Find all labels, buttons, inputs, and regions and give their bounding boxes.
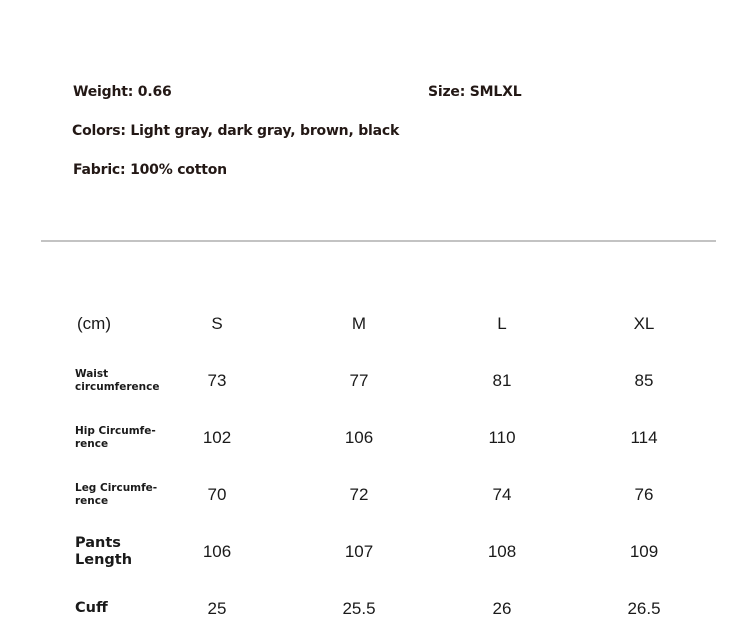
weight-spec: Weight: 0.66 [73, 84, 172, 100]
cuff-xl: 26.5 [627, 598, 661, 618]
leg-label-line1: Leg Circumfe- [75, 481, 158, 494]
pants-length-xl: 109 [629, 541, 659, 561]
waist-label [75, 352, 165, 409]
cuff-row [0, 580, 750, 637]
pants-length-label [75, 523, 165, 580]
cuff-l: 26 [492, 598, 512, 618]
pants-length-s: 106 [202, 541, 232, 561]
column-header-s: S [211, 313, 223, 333]
hip-label-line2: rence [75, 437, 109, 450]
pants-length-l: 108 [487, 541, 517, 561]
leg-label-line2: rence [75, 494, 109, 507]
column-header-m: M [351, 313, 367, 333]
cuff-s: 25 [207, 598, 227, 618]
cuff-label-line1: Cuff [75, 600, 108, 616]
waist-label-line1: Waist [75, 367, 109, 380]
waist-l: 81 [492, 370, 512, 390]
leg-m: 72 [349, 484, 369, 504]
leg-label [75, 466, 165, 523]
leg-row [0, 466, 750, 523]
pants-length-row [0, 523, 750, 580]
hip-xl: 114 [630, 427, 658, 447]
section-divider [41, 240, 716, 242]
waist-m: 77 [349, 370, 369, 390]
leg-s: 70 [207, 484, 227, 504]
hip-label [75, 409, 165, 466]
colors-spec: Colors: Light gray, dark gray, brown, black [72, 123, 400, 139]
hip-s: 102 [202, 427, 232, 447]
leg-xl: 76 [634, 484, 654, 504]
waist-row [0, 352, 750, 409]
hip-row [0, 409, 750, 466]
hip-label-line1: Hip Circumfe- [75, 424, 156, 437]
hip-m: 106 [344, 427, 374, 447]
size-spec: Size: SMLXL [428, 84, 522, 100]
unit-label: (cm) [77, 314, 111, 333]
column-header-xl: XL [633, 313, 655, 333]
pants-length-m: 107 [344, 541, 374, 561]
waist-label-line2: circumference [75, 380, 160, 393]
pants-length-label-line1: Pants [75, 534, 121, 551]
hip-l: 110 [488, 427, 516, 447]
waist-xl: 85 [634, 370, 654, 390]
cuff-label [75, 580, 165, 637]
header-row [0, 295, 750, 352]
fabric-spec: Fabric: 100% cotton [73, 162, 227, 178]
column-header-l: L [497, 313, 507, 333]
waist-s: 73 [207, 370, 227, 390]
size-chart-table [0, 295, 750, 637]
pants-length-label-line2: Length [75, 551, 133, 568]
cuff-m: 25.5 [342, 598, 376, 618]
leg-l: 74 [492, 484, 512, 504]
